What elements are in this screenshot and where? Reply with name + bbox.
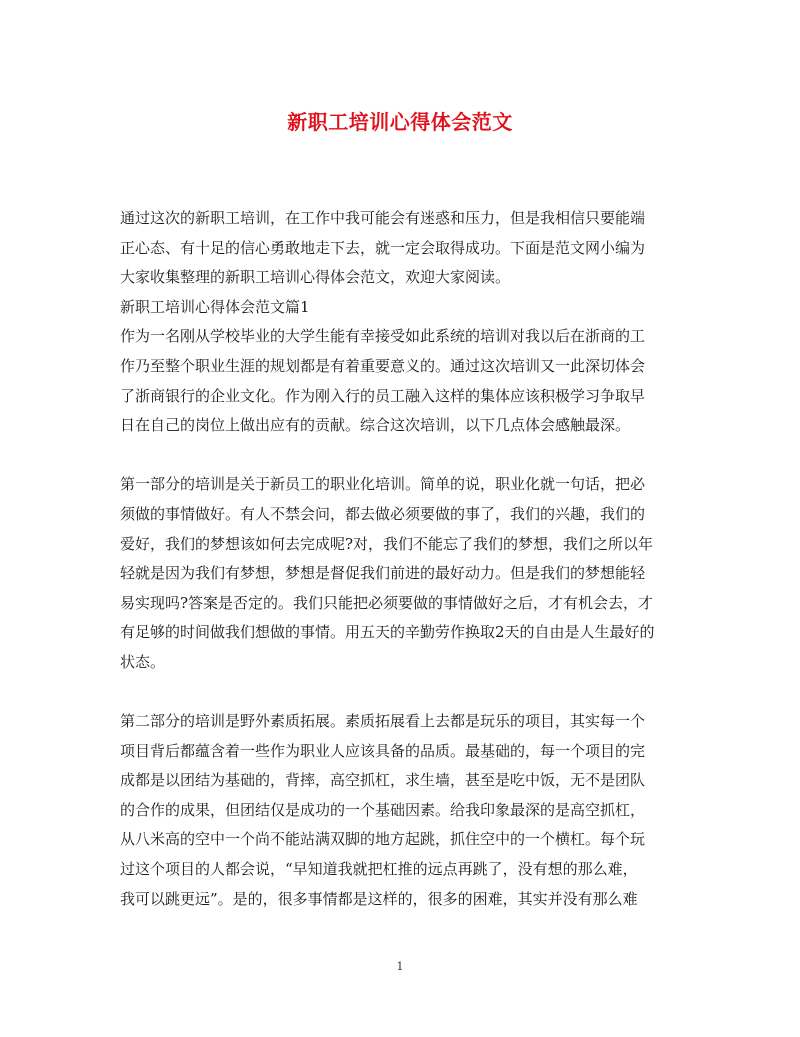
text-line: 作为一名刚从学校毕业的大学生能有幸接受如此系统的培训对我以后在浙商的工: [120, 327, 646, 346]
page-number: 1: [396, 960, 404, 973]
text-line: 我可以跳更远”。是的，很多事情都是这样的，很多的困难，其实并没有那么难: [120, 889, 638, 908]
section-heading: 新职工培训心得体会范文篇1: [120, 297, 310, 316]
text-line: 过这个项目的人都会说，“早知道我就把杠推的远点再跳了，没有想的那么难，: [120, 860, 638, 879]
document-title: 新职工培训心得体会范文: [287, 110, 513, 134]
text-line: 作乃至整个职业生涯的规划都是有着重要意义的。通过这次培训又一此深切体会: [120, 356, 646, 375]
text-line: 成都是以团结为基础的，背摔，高空抓杠，求生墙，甚至是吃中饭，无不是团队: [120, 771, 646, 790]
paragraph-gap: [120, 441, 682, 471]
text-line: 第一部分的培训是关于新员工的职业化培训。简单的说，职业化就一句话，把必: [120, 475, 646, 494]
text-line: 须做的事情做好。有人不禁会问，都去做必须要做的事了，我们的兴趣，我们的: [120, 504, 646, 523]
text-line: 了浙商银行的企业文化。作为刚入行的员工融入这样的集体应该积极学习争取早: [120, 386, 646, 405]
text-line: 从八米高的空中一个尚不能站满双脚的地方起跳，抓住空中的一个横杠。每个玩: [120, 830, 646, 849]
paragraph-gap: [120, 678, 682, 708]
text-line: 第二部分的培训是野外素质拓展。素质拓展看上去都是玩乐的项目，其实每一个: [120, 712, 646, 731]
text-line: 的合作的成果，但团结仅是成功的一个基础因素。给我印象最深的是高空抓杠，: [120, 800, 646, 819]
text-line: 正心态、有十足的信心勇敢地走下去，就一定会取得成功。下面是范文网小编为: [120, 238, 646, 257]
text-line: 通过这次的新职工培训，在工作中我可能会有迷惑和压力，但是我相信只要能端: [120, 209, 646, 227]
text-line: 日在自己的岗位上做出应有的贡献。综合这次培训，以下几点体会感触最深。: [120, 416, 631, 435]
text-line: 易实现吗?答案是否定的。我们只能把必须要做的事情做好之后，才有机会去，才: [120, 593, 654, 612]
text-line: 轻就是因为我们有梦想，梦想是督促我们前进的最好动力。但是我们的梦想能轻: [120, 564, 646, 583]
document-body: [120, 204, 682, 914]
text-line: 大家收集整理的新职工培训心得体会范文，欢迎大家阅读。: [120, 268, 511, 287]
text-line: 爱好，我们的梦想该如何去完成呢?对，我们不能忘了我们的梦想，我们之所以年: [120, 534, 654, 553]
text-line: 项目背后都蕴含着一些作为职业人应该具备的品质。最基础的，每一个项目的完: [120, 741, 646, 760]
text-line: 有足够的时间做我们想做的事情。用五天的辛勤劳作换取2天的自由是人生最好的: [120, 623, 655, 642]
text-line: 状态。: [120, 652, 166, 671]
